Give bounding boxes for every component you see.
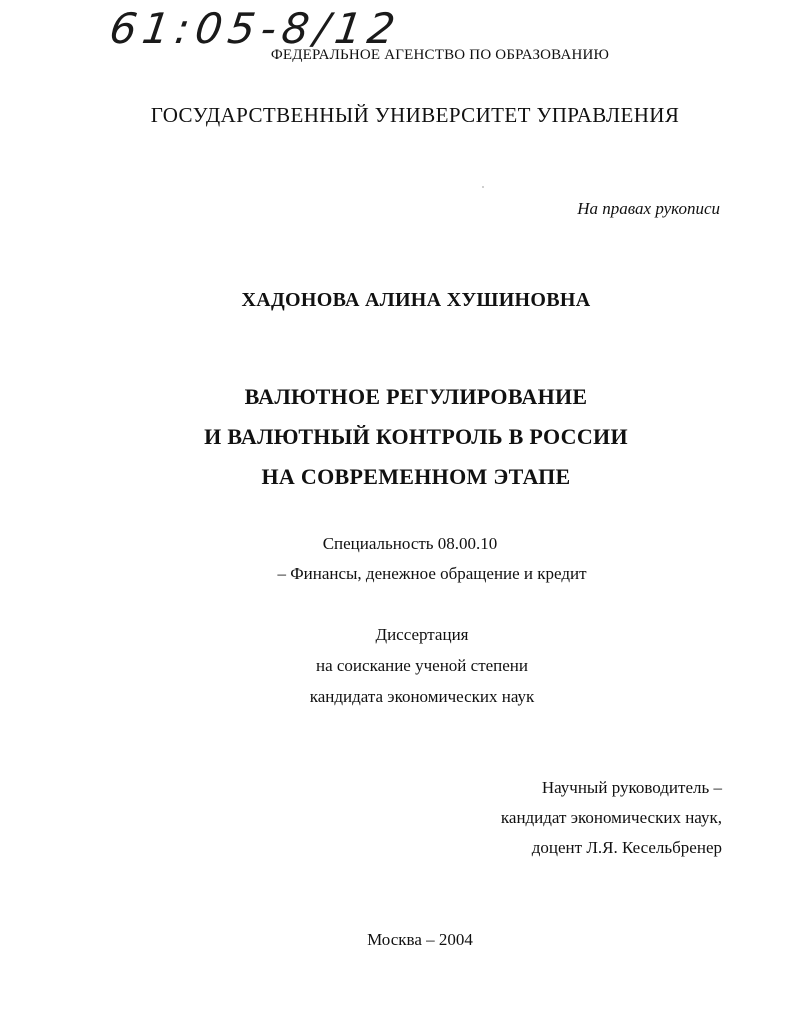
author-name: ХАДОНОВА АЛИНА ХУШИНОВНА	[241, 289, 591, 311]
handwritten-archive-code: 61:05-8/12	[106, 4, 404, 53]
supervisor-degree: кандидат экономических наук,	[500, 808, 722, 827]
degree-purpose: на соискание ученой степени	[315, 656, 529, 675]
city-year: Москва – 2004	[367, 930, 473, 949]
thesis-title-line-2: И ВАЛЮТНЫЙ КОНТРОЛЬ В РОССИИ	[204, 424, 628, 449]
agency-heading: ФЕДЕРАЛЬНОЕ АГЕНСТВО ПО ОБРАЗОВАНИЮ	[270, 47, 610, 63]
manuscript-rights-note: На правах рукописи	[577, 199, 720, 218]
thesis-title-line-3: НА СОВРЕМЕННОМ ЭТАПЕ	[261, 464, 571, 489]
degree-name: кандидата экономических наук	[309, 687, 535, 706]
supervisor-label: Научный руководитель –	[541, 778, 722, 797]
specialty-code: Специальность 08.00.10	[322, 534, 498, 553]
scan-speck	[482, 186, 484, 188]
supervisor-name: доцент Л.Я. Кесельбренер	[531, 838, 722, 857]
specialty-name: – Финансы, денежное обращение и кредит	[277, 564, 587, 583]
dissertation-label: Диссертация	[375, 625, 469, 644]
university-heading: ГОСУДАРСТВЕННЫЙ УНИВЕРСИТЕТ УПРАВЛЕНИЯ	[150, 103, 680, 127]
thesis-title-line-1: ВАЛЮТНОЕ РЕГУЛИРОВАНИЕ	[244, 384, 588, 409]
